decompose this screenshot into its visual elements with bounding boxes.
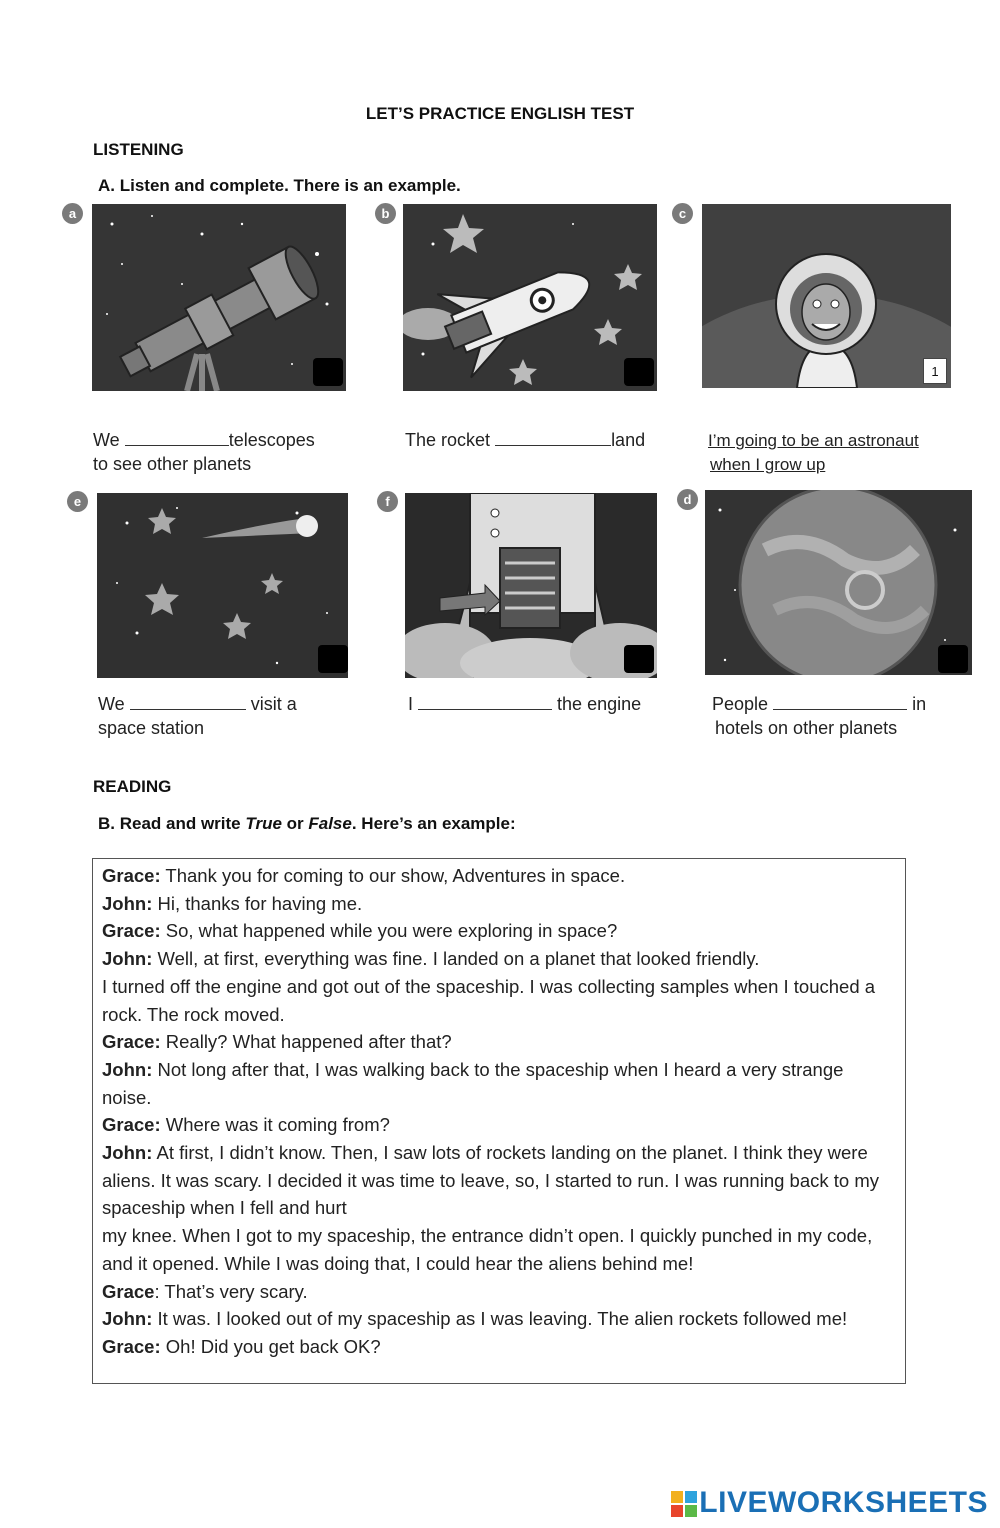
speaker: John: — [102, 892, 153, 914]
liveworksheets-logo — [671, 1486, 988, 1520]
answer-box-b[interactable] — [624, 358, 654, 386]
planet-icon — [705, 490, 972, 675]
caption-f-post: the engine — [557, 694, 642, 714]
caption-e-line2: space station — [98, 718, 205, 738]
dialog-text: So, what happened while you were exploring in space? — [160, 920, 618, 942]
answer-box-e[interactable] — [318, 645, 348, 673]
blank-d[interactable] — [773, 693, 907, 710]
speaker: John: — [102, 1308, 153, 1330]
liveworksheets-logo-icon — [671, 1491, 697, 1517]
caption-e-pre: We — [98, 694, 125, 714]
speaker: Grace: — [102, 920, 161, 942]
caption-e-post: visit a — [250, 694, 297, 714]
caption-b — [405, 428, 685, 452]
caption-e — [98, 692, 358, 740]
rocket-engine-icon — [405, 493, 657, 678]
page-title: LET’S PRACTICE ENGLISH TEST — [365, 104, 635, 123]
dialog-line — [102, 1305, 896, 1333]
caption-c-line2: when I grow up — [710, 455, 826, 474]
dialog-line — [102, 1056, 896, 1111]
example-number: 1 — [923, 358, 947, 384]
dialog-line — [102, 1111, 896, 1139]
blank-e[interactable] — [130, 693, 246, 710]
dialog-line — [102, 890, 896, 918]
caption-a — [93, 428, 353, 476]
badge-c: c — [672, 203, 693, 224]
dialog-line — [102, 917, 896, 945]
dialog-text: I turned off the engine and got out of the spaceship. I was collecting samples when I touched a rock. The rock moved. — [102, 975, 876, 1025]
caption-f — [408, 692, 688, 716]
listening-heading: LISTENING — [93, 140, 184, 159]
reading-instruction-pre: B. Read and write — [98, 814, 246, 833]
answer-box-d[interactable] — [938, 645, 968, 673]
dialog-line — [102, 862, 896, 890]
speaker: Grace: — [102, 1335, 161, 1357]
dialog-line — [102, 945, 896, 973]
reading-instruction-false: False — [308, 814, 352, 833]
dialog-text: Not long after that, I was walking back to the spaceship when I heard a very strange noise. — [102, 1058, 844, 1108]
reading-instruction-or: or — [281, 814, 309, 833]
telescope-icon — [92, 204, 346, 391]
badge-f: f — [377, 491, 398, 512]
dialog-text: : That’s very scary. — [154, 1280, 308, 1302]
caption-c — [708, 429, 978, 477]
comet-icon — [97, 493, 348, 678]
dialog-line — [102, 1028, 896, 1056]
dialog-box — [92, 858, 906, 1384]
reading-instruction-true: True — [245, 814, 282, 833]
caption-a-line2: to see other planets — [93, 454, 252, 474]
dialog-line — [102, 1222, 896, 1277]
caption-f-pre: I — [408, 694, 414, 714]
badge-b: b — [375, 203, 396, 224]
caption-c-line1: I’m going to be an astronaut — [708, 431, 919, 450]
caption-d — [712, 692, 972, 740]
speaker: Grace: — [102, 865, 161, 886]
speaker: Grace: — [102, 1031, 161, 1053]
speaker: John: — [102, 948, 153, 970]
dialog-text: It was. I looked out of my spaceship as I was leaving. The alien rockets followed me! — [152, 1308, 848, 1330]
caption-b-pre: The rocket — [405, 430, 491, 450]
speaker: John: — [102, 1142, 153, 1164]
reading-instruction — [98, 814, 516, 834]
caption-d-pre: People — [712, 694, 769, 714]
caption-a-pre: We — [93, 430, 120, 450]
caption-d-post: in — [912, 694, 927, 714]
dialog-text: Hi, thanks for having me. — [152, 892, 363, 914]
logo-text: LIVEWORKSHEETS — [699, 1486, 988, 1519]
blank-f[interactable] — [418, 693, 552, 710]
speaker: Grace: — [102, 1114, 161, 1136]
dialog-line — [102, 973, 896, 1028]
caption-a-post: telescopes — [228, 430, 315, 450]
dialog-line — [102, 1139, 896, 1222]
dialog-text: Really? What happened after that? — [160, 1031, 452, 1053]
astronaut-icon — [702, 204, 951, 388]
caption-b-post: land — [611, 430, 646, 450]
badge-a: a — [62, 203, 83, 224]
dialog-text: my knee. When I got to my spaceship, the entrance didn’t open. I quickly punched in my code, and it opened. While I was doing that, I could hear the aliens behind me! — [102, 1225, 873, 1274]
reading-heading: READING — [93, 777, 172, 796]
dialog-text: Where was it coming from? — [160, 1114, 390, 1136]
dialog-text: Oh! Did you get back OK? — [160, 1335, 381, 1357]
rocket-icon — [403, 204, 657, 391]
dialog-text: At first, I didn’t know. Then, I saw lots of rockets landing on the planet. I think they were aliens. It was scary. I decided it was time to leave, so, I started to run. I was running back to my spaceship when I fell and hurt — [102, 1142, 879, 1219]
dialog-text: Well, at first, everything was fine. I landed on a planet that looked friendly. — [152, 948, 760, 970]
blank-a[interactable] — [125, 429, 229, 446]
dialog-line — [102, 1278, 896, 1306]
dialog-line — [102, 1333, 896, 1361]
dialog-text: Thank you for coming to our show, Adventures in space. — [160, 865, 626, 886]
blank-b[interactable] — [495, 429, 611, 446]
badge-d: d — [677, 489, 698, 510]
reading-instruction-post: . Here’s an example: — [351, 814, 516, 833]
listening-instruction: A. Listen and complete. There is an example. — [98, 176, 461, 195]
answer-box-f[interactable] — [624, 645, 654, 673]
speaker: Grace — [102, 1280, 155, 1302]
caption-d-line2: hotels on other planets — [715, 718, 898, 738]
answer-box-a[interactable] — [313, 358, 343, 386]
badge-e: e — [67, 491, 88, 512]
speaker: John: — [102, 1058, 153, 1080]
